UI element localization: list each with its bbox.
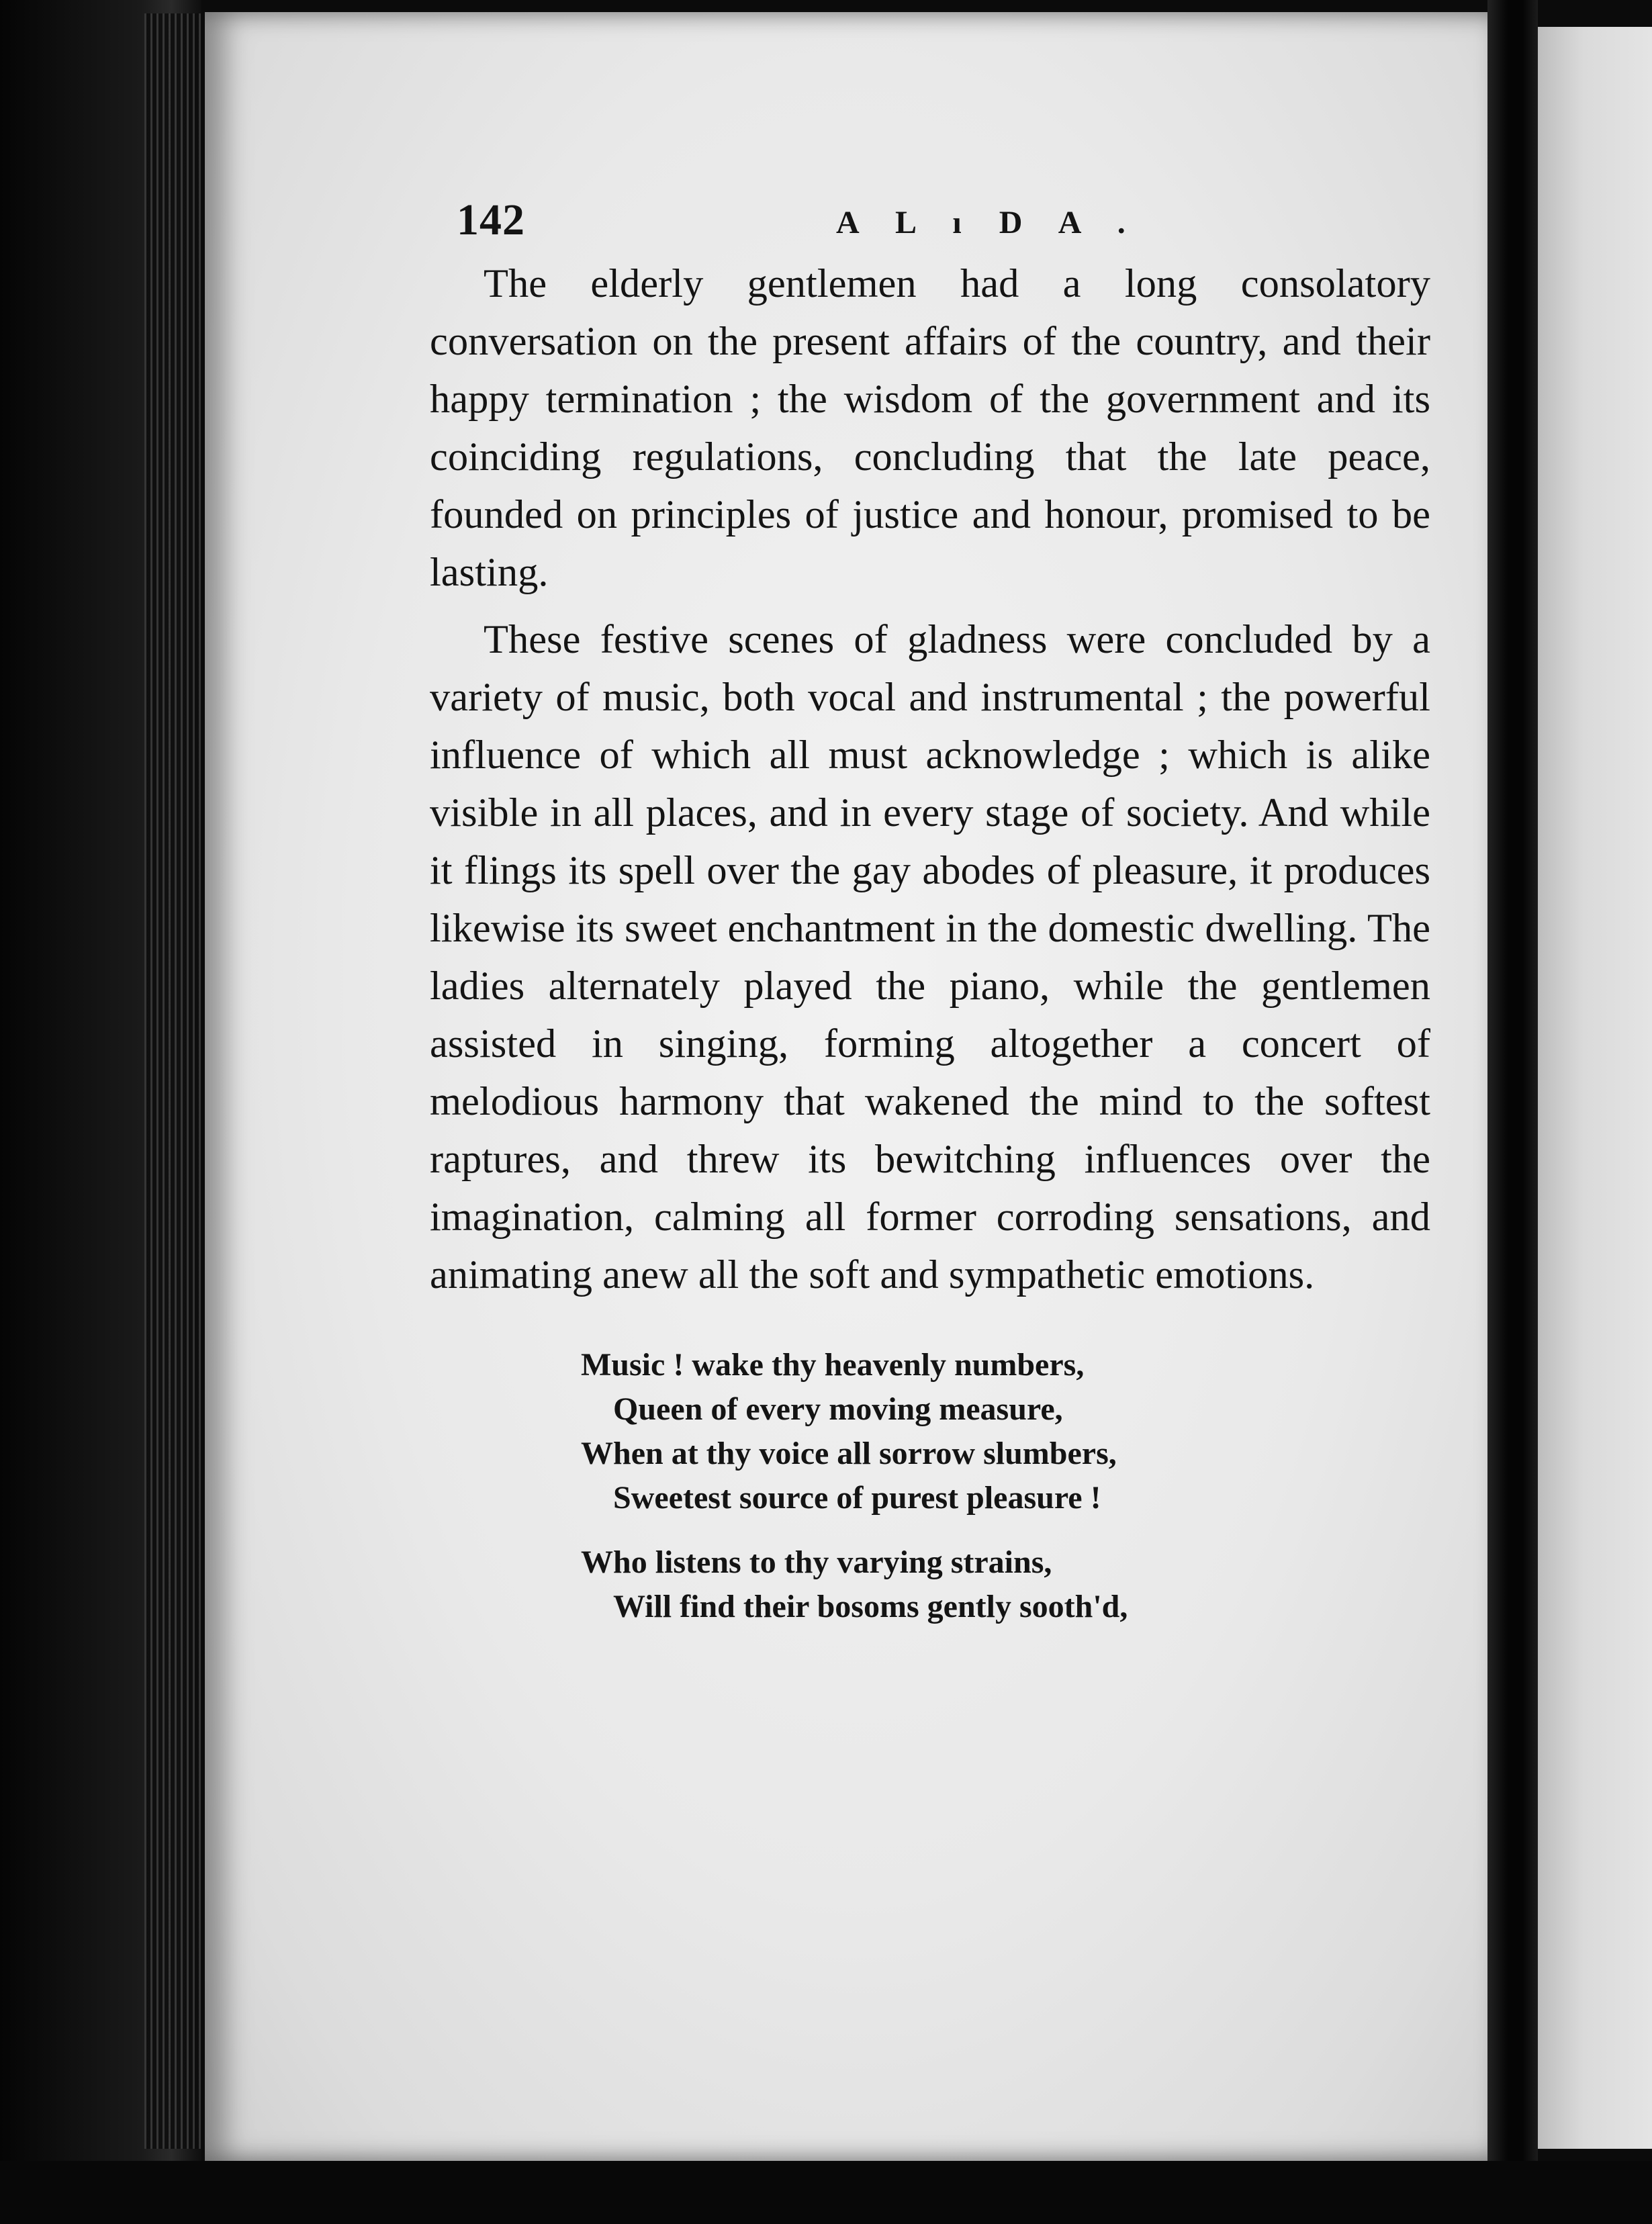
paragraph: The elderly gentlemen had a long consolatory conversation on the present affairs of the country, and their happy termination ; the wisdom of the government and its coinciding regulations, concluding that the late peace, founded on principles of justice and honour, promised to be lasting.	[430, 261, 1430, 595]
verse-line: Will find their bosoms gently sooth'd,	[613, 1589, 1128, 1624]
verse-line: Music ! wake thy heavenly numbers,	[581, 1347, 1085, 1383]
body-text	[430, 255, 1430, 1304]
page-edges	[144, 13, 201, 2149]
verse-line: Sweetest source of purest pleasure !	[613, 1480, 1101, 1516]
scan-bottom-edge	[0, 2161, 1652, 2224]
paragraph: These festive scenes of gladness were concluded by a variety of music, both vocal and instrumental ; the powerful influence of which all must acknowledge ; which is alike visible in all places, and in every stage of society. And while it flings its spell over the gay abodes of pleasure, it produces likewise its sweet enchantment in the domestic dwelling. The ladies alternately played the piano, while the gentlemen assisted in singing, forming altogether a concert of melodious harmony that wakened the mind to the softest raptures, and threw its bewitching influences over the imagination, calming all former corroding sensations, and animating anew all the soft and sympathetic emotions.	[430, 617, 1430, 1297]
verse-block	[581, 1343, 1430, 1629]
running-title: A L ı D A .	[836, 205, 1140, 240]
page-number: 142	[457, 195, 525, 244]
stanza	[581, 1540, 1430, 1629]
verse-line: When at thy voice all sorrow slumbers,	[581, 1436, 1117, 1471]
book-binding	[0, 0, 201, 2224]
verse-line: Who listens to thy varying strains,	[581, 1544, 1052, 1580]
page-content	[430, 195, 1430, 1649]
verse-line: Queen of every moving measure,	[613, 1391, 1063, 1427]
page-gutter	[1487, 0, 1538, 2224]
running-head	[430, 195, 1430, 255]
stanza	[581, 1343, 1430, 1520]
facing-page-edge	[1538, 27, 1652, 2149]
